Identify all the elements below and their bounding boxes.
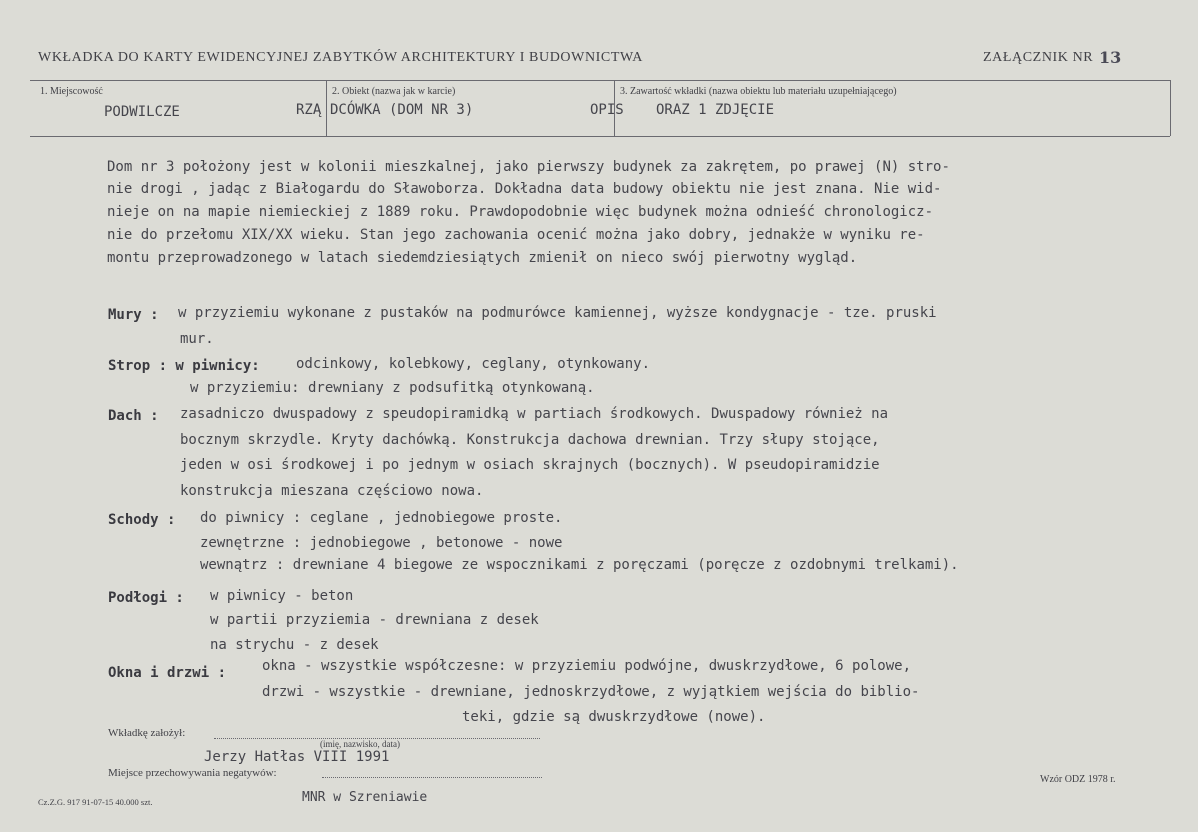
intro-line-3: nieje on na mapie niemieckiej z 1889 roku. Prawdopodobnie więc budynek można odnieść chronologicz- (107, 204, 934, 220)
field-box-top-rule (30, 80, 1170, 81)
contents-value-prefix: OPIS (590, 102, 624, 118)
intro-line-2: nie drogi , jadąc z Białogardu do Sławoborza. Dokładna data budowy obiektu nie jest znana. Nie wid- (107, 181, 942, 197)
roof-line-4: konstrukcja mieszana częściowo nowa. (180, 483, 484, 499)
object-value: DCÓWKA (DOM NR 3) (330, 102, 474, 118)
walls-line-2: mur. (180, 331, 214, 347)
roof-line-3: jeden w osi środkowej i po jednym w osiach skrajnych (bocznych). W pseudopiramidzie (180, 457, 880, 473)
roof-line-2: bocznym skrzydle. Kryty dachówką. Konstrukcja dachowa drewnian. Trzy słupy stojące, (180, 432, 880, 448)
windows-line-1: okna - wszystkie współczesne: w przyziemiu podwójne, dwuskrzydłowe, 6 polowe, (262, 658, 912, 674)
floors-label: Podłogi : (108, 590, 184, 606)
ceiling-line-2: w przyziemiu: drewniany z podsufitką otynkowaną. (190, 380, 595, 396)
field-label-locality: 1. Miejscowość (40, 86, 103, 97)
card-title: WKŁADKA DO KARTY EWIDENCYJNEJ ZABYTKÓW ARCHITEKTURY I BUDOWNICTWA (38, 50, 643, 65)
field-divider-1 (326, 80, 327, 136)
field-label-contents: 3. Zawartość wkładki (nazwa obiektu lub materiału uzupełniającego) (620, 86, 897, 97)
doors-line-1: drzwi - wszystkie - drewniane, jednoskrzydłowe, z wyjątkiem wejścia do biblio- (262, 684, 920, 700)
walls-label: Mury : (108, 307, 159, 323)
roof-label: Dach : (108, 408, 159, 424)
stairs-line-2: zewnętrzne : jednobiegowe , betonowe - nowe (200, 535, 563, 551)
object-value-prefix: RZĄ (296, 102, 322, 118)
locality-value: PODWILCZE (104, 104, 180, 120)
roof-line-1: zasadniczo dwuspadowy z speudopiramidką w partiach środkowych. Dwuspadowy również na (180, 406, 889, 422)
author-hint: (imię, nazwisko, data) (320, 739, 400, 749)
author-label: Wkładkę założył: (108, 727, 186, 739)
intro-line-4: nie do przełomu XIX/XX wieku. Stan jego zachowania ocenić można jako dobry, jednakże w wyniku re- (107, 227, 925, 243)
author-value: Jerzy Hatłas VIII 1991 (204, 749, 390, 765)
contents-value: ORAZ 1 ZDJĘCIE (656, 102, 775, 118)
storage-label: Miejsce przechowywania negatywów: (108, 767, 277, 779)
field-box-right-edge (1170, 80, 1171, 136)
intro-line-1: Dom nr 3 położony jest w kolonii mieszkalnej, jako pierwszy budynek za zakrętem, po prawej (N) stro- (107, 159, 950, 175)
floors-line-1: w piwnicy - beton (210, 588, 354, 604)
ceiling-line-1: odcinkowy, kolebkowy, ceglany, otynkowany. (296, 356, 651, 372)
attachment-number: 13 (1099, 48, 1122, 67)
windows-doors-label: Okna i drzwi : (108, 665, 227, 681)
attachment-label: ZAŁĄCZNIK NR (983, 50, 1094, 65)
floors-line-3: na strychu - z desek (210, 637, 379, 653)
field-box-bottom-rule (30, 136, 1170, 137)
storage-dotted-line (322, 777, 542, 778)
stairs-label: Schody : (108, 512, 176, 528)
form-version: Wzór ODZ 1978 r. (1040, 774, 1116, 785)
intro-line-5: montu przeprowadzonego w latach siedemdziesiątych zmienił on nieco swój pierwotny wygląd. (107, 250, 858, 266)
floors-line-2: w partii przyziemia - drewniana z desek (210, 612, 539, 628)
storage-value: MNR w Szreniawie (302, 790, 428, 805)
walls-line-1: w przyziemiu wykonane z pustaków na podmurówce kamiennej, wyższe kondygnacje - tze. pruski (178, 305, 937, 321)
doors-line-2: teki, gdzie są dwuskrzydłowe (nowe). (462, 709, 766, 725)
print-code: Cz.Z.G. 917 91-07-15 40.000 szt. (38, 797, 153, 807)
stairs-line-1: do piwnicy : ceglane , jednobiegowe proste. (200, 510, 563, 526)
stairs-line-3: wewnątrz : drewniane 4 biegowe ze wspocznikami z poręczami (poręcze z ozdobnymi trelkami). (200, 557, 959, 573)
ceiling-label: Strop : w piwnicy: (108, 358, 260, 374)
field-label-object: 2. Obiekt (nazwa jak w karcie) (332, 86, 456, 97)
